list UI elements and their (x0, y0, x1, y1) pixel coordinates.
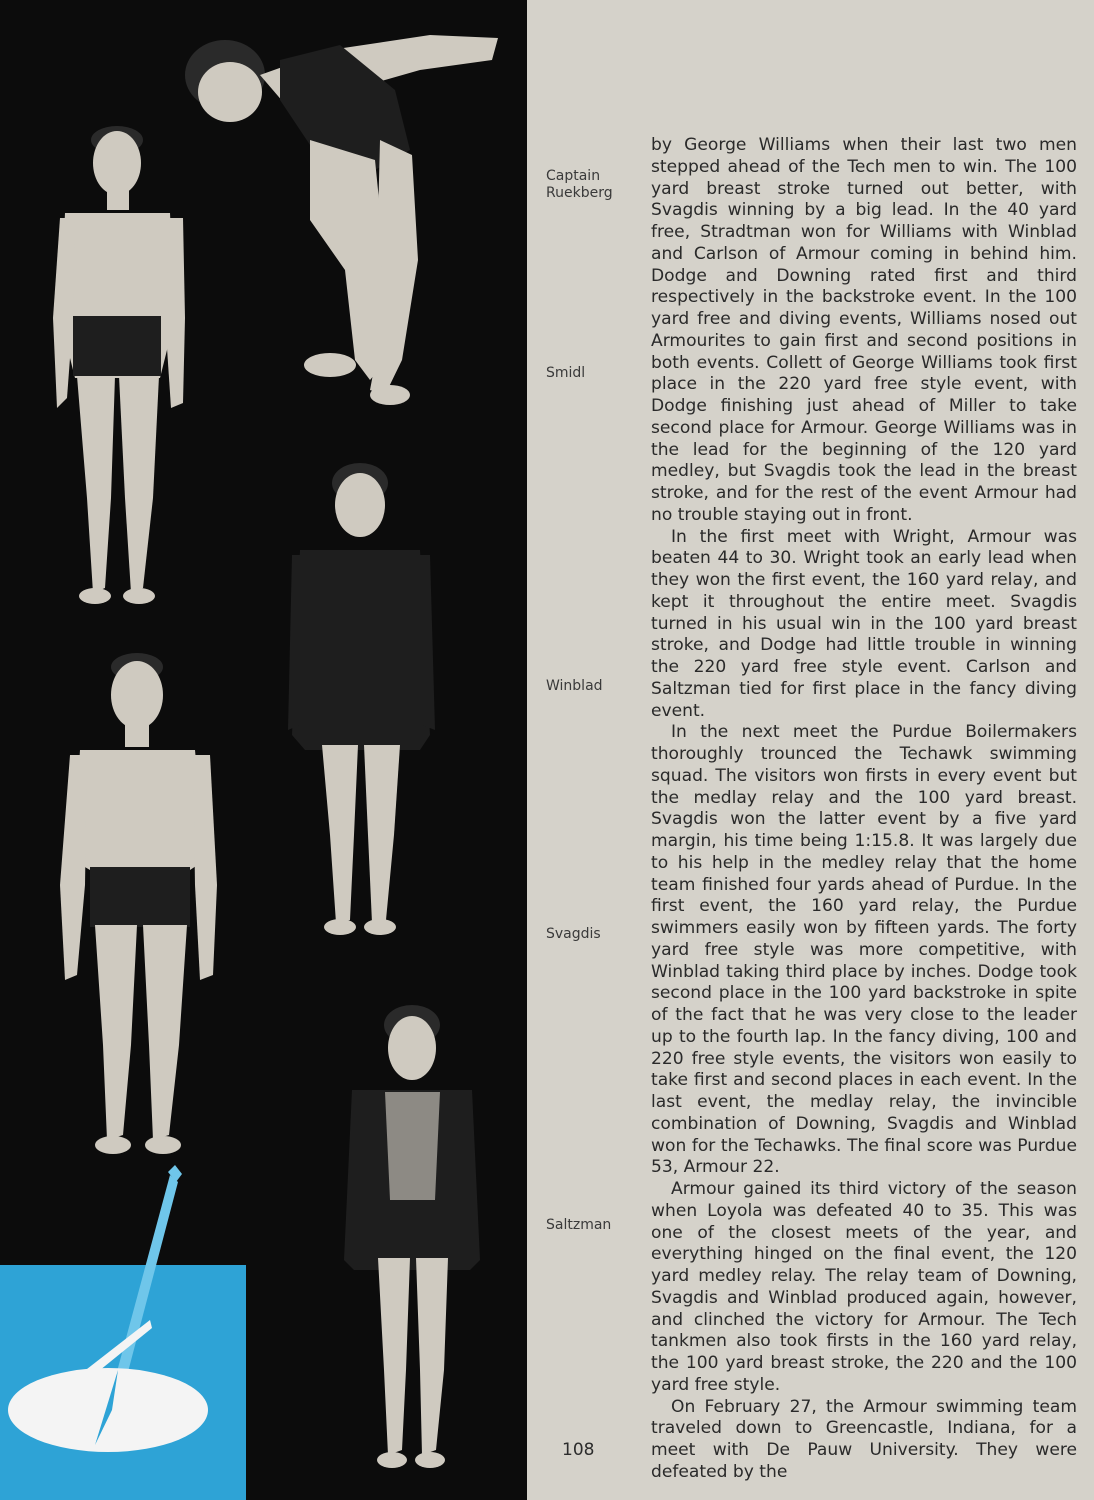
photo-smidl (280, 455, 440, 945)
paragraph: In the first meet with Wright, Armour was beaten 44 to 30. Wright took an early lead when they won the first event, the 160 yard relay, and kept it throughout the entire meet. Svagdis turned in his usual win in the 100 yard breast stroke, and Dodge had little trouble in winning the 220 yard free style event. Carlson and Saltzman tied for first place in the fancy diving event. (651, 526, 1077, 721)
photo-ruekberg-standing (35, 118, 195, 618)
caption-smidl: Smidl (546, 365, 586, 381)
photo-winblad (45, 645, 235, 1165)
caption-svagdis: Svagdis (546, 926, 601, 942)
paragraph: On February 27, the Armour swimming team traveled down to Greencastle, Indiana, for a meet with De Pauw University. They were defeated by the (651, 1396, 1077, 1482)
photo-saltzman (330, 1000, 490, 1480)
photo-montage (0, 0, 527, 1500)
paragraph: by George Williams when their last two men stepped ahead of the Tech men to win. The 100 yard breast stroke turned out better, with Svagdis winning by a big lead. In the 40 yard free, Stradtman won for Williams with Winblad and Carlson of Armour coming in behind him. Dodge and Downing rated first and third respectively in the backstroke event. In the 100 yard free and diving events, Williams nosed out Armourites to gain first and second positions in both events. Collett of George Williams took first place in the 220 yard free style event, with Dodge finishing just ahead of Miller to take second place for Armour. George Williams was in the lead for the beginning of the 120 yard medley, but Svagdis took the lead in the breast stroke, and for the rest of the event Armour had no trouble staying out in front. (651, 135, 1077, 525)
caption-saltzman: Saltzman (546, 1217, 612, 1233)
paragraph: Armour gained its third victory of the season when Loyola was defeated 40 to 35. This was one of the closest meets of the year, and everything hinged on the final event, the 120 yard medley relay. The relay team of Downing, Svagdis and Winblad produced again, however, and clinched the victory for Armour. The Tech tankmen also took firsts in the 160 yard relay, the 100 yard breast stroke, the 220 and the 100 yard free style. (651, 1179, 1077, 1395)
article-body (651, 135, 1077, 1484)
paragraph: In the next meet the Purdue Boilermakers thoroughly trounced the Techawk swimming squad. The visitors won firsts in every event but the medlay relay and the 100 yard breast. Svagdis won the latter event by a five yard margin, his time being 1:15.8. It was largely due to his help in the medley relay that the home team finished four yards ahead of Purdue. In the first event, the 160 yard relay, the Purdue swimmers easily won by fifteen yards. The forty yard free style was more competitive, with Winblad taking third place by inches. Dodge took second place in the 100 yard backstroke in spite of the fact that he was very close to the leader up to the fourth lap. In the fancy diving, 100 and 220 free style events, the visitors won easily to take first and second places in each event. In the last event, the medlay relay, the invincible combination of Downing, Svagdis and Winblad won for the Techawks. The final score was Purdue 53, Armour 22. (651, 722, 1077, 1178)
photo-ruekberg-diver (180, 20, 510, 410)
caption-ruekberg (546, 168, 646, 202)
diving-emblem-graphic (0, 1160, 260, 1500)
page-number: 108 (562, 1440, 595, 1460)
caption-ruekberg-name: Ruekberg (546, 185, 613, 201)
caption-ruekberg-title: Captain (546, 168, 601, 184)
caption-winblad: Winblad (546, 678, 603, 694)
